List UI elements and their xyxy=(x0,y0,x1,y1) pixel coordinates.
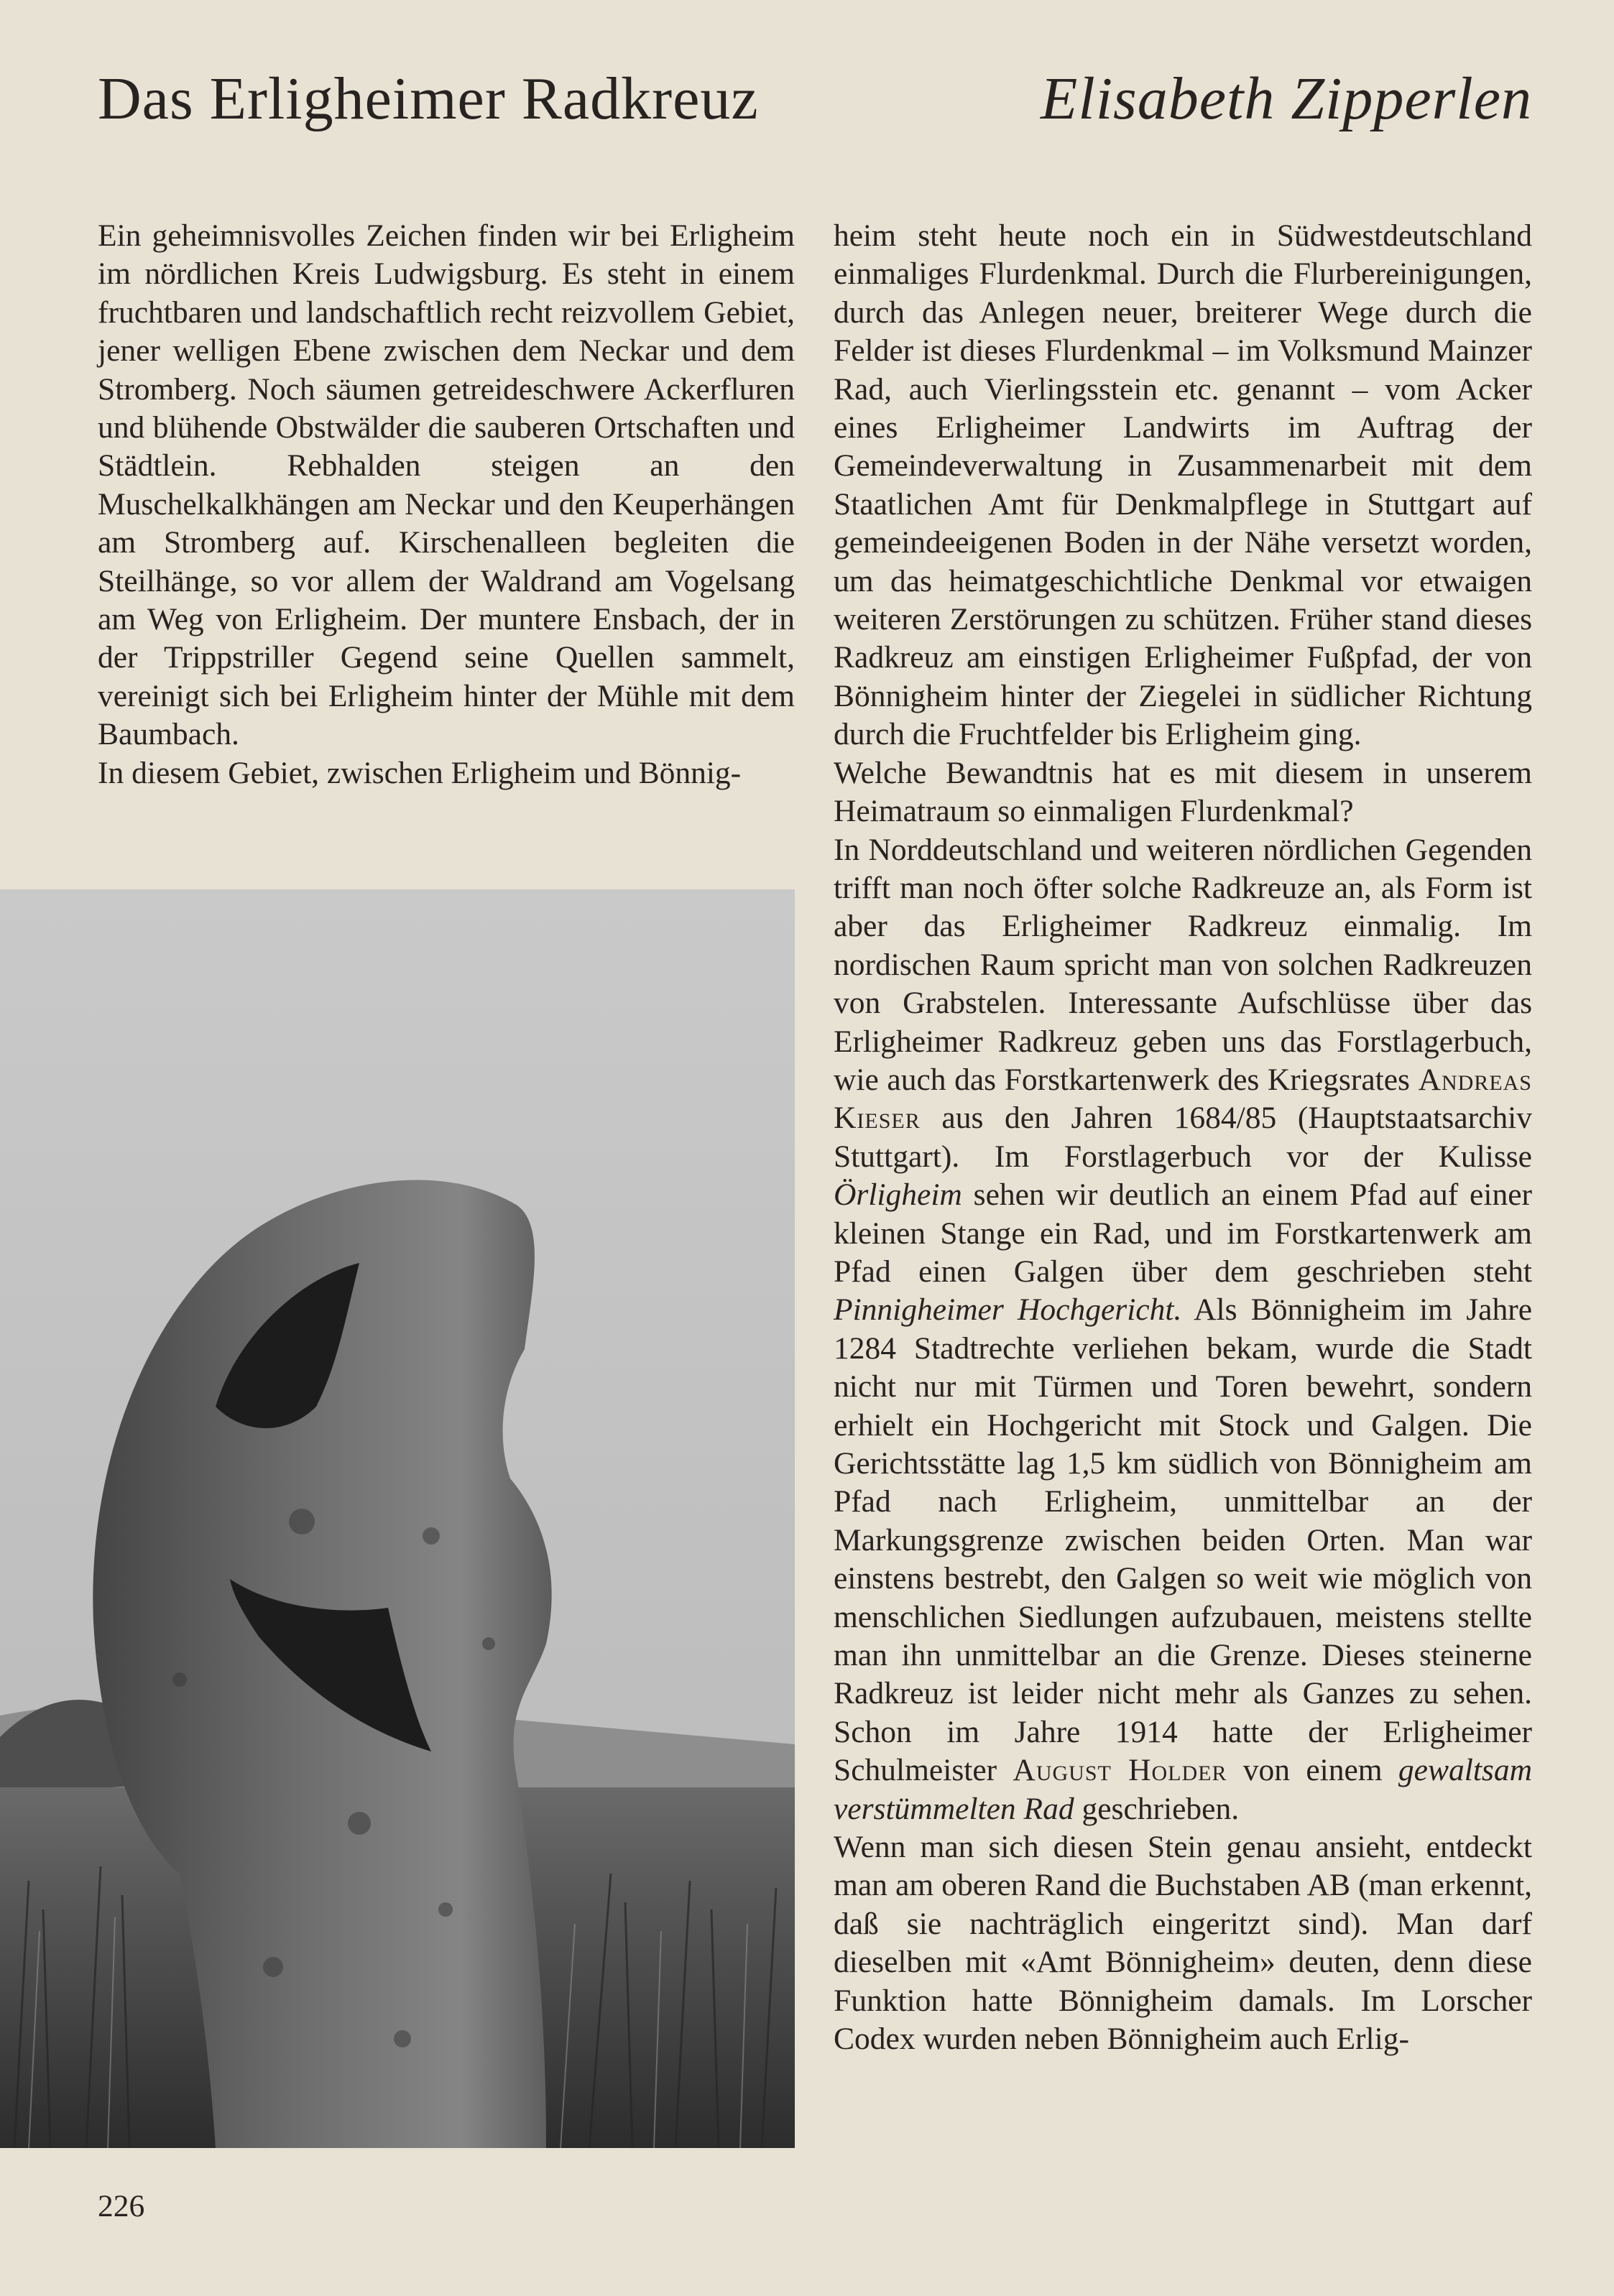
paragraph: heim steht heute noch ein in Südwestdeutschland einmaliges Flurdenkmal. Durch die Flurbereinigungen, durch das Anlegen neuer, breiterer Wege durch die Felder ist dieses Flurdenkmal – im Volksmund Mainzer Rad, auch Vierlingsstein etc. genannt – vom Acker eines Erligheimer Landwirts im Auftrag der Gemeindeverwaltung in Zusammenarbeit mit dem Staatlichen Amt für Denkmalpflege in Stuttgart auf gemeindeeigenen Boden in der Nähe versetzt worden, um das heimatgeschichtliche Denkmal vor etwaigen weiteren Zerstörungen zu schützen. Früher stand dieses Radkreuz am einstigen Erligheimer Fußpfad, der von Bönnigheim hinter der Ziegelei in südlicher Richtung durch die Fruchtfelder bis Erligheim ging. xyxy=(834,218,1532,752)
quotation: gewaltsam verstümmelten Rad xyxy=(834,1753,1532,1826)
stone-cross-illustration xyxy=(0,889,795,2148)
article-title: Das Erligheimer Radkreuz xyxy=(98,65,759,132)
page-number: 226 xyxy=(98,2189,145,2223)
right-column xyxy=(834,217,1532,2059)
quotation: Pinnigheimer Hochgericht. xyxy=(834,1292,1182,1328)
person-name: Andreas Kieser xyxy=(834,1062,1532,1136)
paragraph: Ein geheimnisvolles Zeichen finden wir bei Erligheim im nördlichen Kreis Ludwigsburg. Es steht in einem fruchtbaren und landschaftlich recht reizvollem Gebiet, jener welligen Ebene zwischen dem Neckar und dem Stromberg. Noch säumen getreideschwere Ackerfluren und blühende Obstwälder die sauberen Ortschaften und Städtlein. Rebhalden steigen an den Muschelkalkhängen am Neckar und den Keuperhängen am Stromberg auf. Kirschenalleen begleiten die Steilhänge, so vor allem der Waldrand am Vogelsang am Weg von Erligheim. Der muntere Ensbach, der in der Trippstriller Gegend seine Quellen sammelt, vereinigt sich bei Erligheim hinter der Mühle mit dem Baumbach. xyxy=(98,218,795,752)
paragraph: Welche Bewandtnis hat es mit diesem in unserem Heimatraum so einmaligen Flurdenkmal? xyxy=(834,755,1532,829)
paragraph: Wenn man sich diesen Stein genau ansieht, entdeckt man am oberen Rand die Buchstaben AB (man erkennt, daß sie nachträglich eingeritzt sind). Man darf dieselben mit «Amt Bönnigheim» deuten, denn diese Funktion hatte Bönnigheim damals. Im Lorscher Codex wurden neben Bönnigheim auch Erlig- xyxy=(834,1830,1532,2057)
paragraph: In diesem Gebiet, zwischen Erligheim und Bönnig- xyxy=(98,755,742,790)
paragraph: In Norddeutschland und weiteren nördlichen Gegenden trifft man noch öfter solche Radkreuze an, als Form ist aber das Erligheimer Radkreuz einmalig. Im nordischen Raum spricht man von solchen Radkreuzen von Grabstelen. Interessante Aufschlüsse über das Erligheimer Radkreuz geben uns das Forstlagerbuch, wie auch das Forstkartenwerk des Kriegsrates Andreas Kieser aus den Jahren 1684/85 (Hauptstaatsarchiv Stuttgart). Im Forstlagerbuch vor der Kulisse Örligheim sehen wir deutlich an einem Pfad auf einer kleinen Stange ein Rad, und im Forstkartenwerk am Pfad einen Galgen über dem geschrieben steht Pinnigheimer Hochgericht. Als Bönnigheim im Jahre 1284 Stadtrechte verliehen bekam, wurde die Stadt nicht nur mit Türmen und Toren bewehrt, sondern erhielt ein Hochgericht mit Stock und Galgen. Die Gerichtsstätte lag 1,5 km südlich von Bönnigheim am Pfad nach Erligheim, unmittelbar an der Markungsgrenze zwischen beiden Orten. Man war einstens bestrebt, den Galgen so weit wie möglich von menschlichen Siedlungen aufzubauen, meistens stellte man ihn unmittelbar an die Grenze. Dieses steinerne Radkreuz ist leider nicht mehr als Ganzes zu sehen. Schon im Jahre 1914 hatte der Erligheimer Schulmeister August Holder von einem gewaltsam verstümmelten Rad geschrieben. xyxy=(834,832,1532,1826)
article-author: Elisabeth Zipperlen xyxy=(1041,65,1532,132)
person-name: August Holder xyxy=(1013,1753,1227,1788)
radkreuz-photo xyxy=(0,889,795,2148)
left-column xyxy=(98,217,795,792)
place-name: Örligheim xyxy=(834,1177,962,1213)
